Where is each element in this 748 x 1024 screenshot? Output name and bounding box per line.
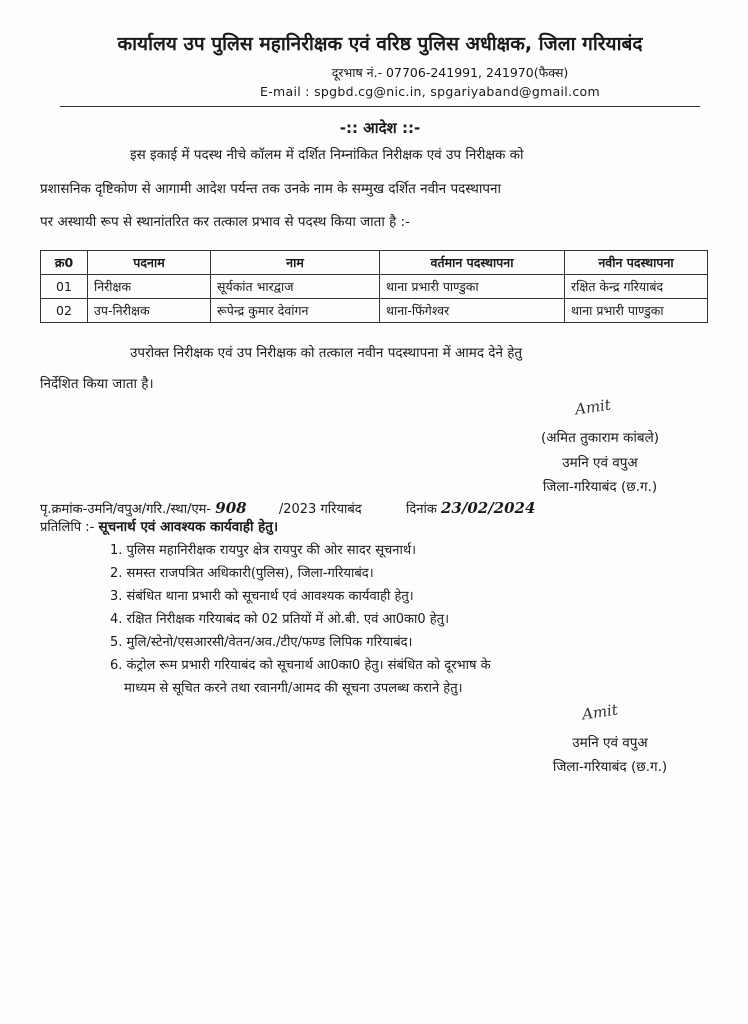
header-designation: पदनाम	[88, 251, 211, 275]
phone-line: दूरभाष नं.- 07706-241991, 241970(फैक्स)	[331, 65, 569, 80]
transfer-table	[40, 250, 708, 323]
copy-purpose: सूचनार्थ एवं आवश्यक कार्यवाही हेतु।	[98, 519, 279, 535]
signatory-name: (अमित तुकाराम कांबले)	[540, 430, 660, 446]
header-serial: क्र0	[41, 251, 88, 275]
cell-designation: निरीक्षक	[88, 275, 211, 299]
cell-serial: 02	[41, 299, 88, 323]
list-item: 1. पुलिस महानिरीक्षक रायपुर क्षेत्र रायपुर की ओर सादर सूचनार्थ।	[110, 543, 417, 558]
signatory-designation: उमनि एवं वपुअ	[562, 455, 638, 471]
signature-2: Amit	[580, 700, 619, 724]
endorsement-line	[40, 499, 535, 517]
email-line: E-mail : spgbd.cg@nic.in, spgariyaband@gmail.com	[260, 84, 600, 99]
signatory2-designation: उमनि एवं वपुअ	[572, 735, 648, 751]
cell-name: सूर्यकांत भारद्वाज	[211, 275, 380, 299]
copy-label: प्रतिलिपि :-	[40, 520, 95, 535]
office-title: कार्यालय उप पुलिस महानिरीक्षक एवं वरिष्ठ पुलिस अधीक्षक, जिला गरियाबंद	[117, 33, 643, 55]
endorsement-number: 908	[215, 499, 247, 517]
header-name: नाम	[211, 251, 380, 275]
endorsement-prefix: पृ.क्रमांक-उमनि/वपुअ/गरि./स्था/एम-	[40, 502, 212, 517]
copy-label-line	[40, 517, 278, 535]
order-para-line-2: प्रशासनिक दृष्टिकोण से आगामी आदेश पर्यन्त तक उनके नाम के सम्मुख दर्शित नवीन पदस्थापना	[40, 181, 502, 197]
list-item: 2. समस्त राजपत्रित अधिकारी(पुलिस), जिला-गरियाबंद।	[110, 566, 374, 581]
cell-new-posting: थाना प्रभारी पाण्डुका	[565, 299, 708, 323]
cell-serial: 01	[41, 275, 88, 299]
order-heading: -:: आदेश ::-	[339, 119, 421, 137]
cell-designation: उप-निरीक्षक	[88, 299, 211, 323]
table-row	[41, 299, 708, 323]
order-para-line-1: इस इकाई में पदस्थ नीचे कॉलम में दर्शित निम्नांकित निरीक्षक एवं उप निरीक्षक को	[130, 147, 524, 163]
list-item: 3. संबंधित थाना प्रभारी को सूचनार्थ एवं आवश्यक कार्यवाही हेतु।	[110, 589, 414, 604]
list-item-continuation: माध्यम से सूचित करने तथा रवानगी/आमद की सूचना उपलब्ध कराने हेतु।	[124, 681, 463, 696]
list-item: 6. कंट्रोल रूम प्रभारी गरियाबंद को सूचनार्थ आ0का0 हेतु। संबंधित को दूरभाष के	[110, 658, 491, 673]
instruction-line-2: निर्देशित किया जाता है।	[40, 376, 154, 392]
order-para-line-3: पर अस्थायी रूप से स्थानांतरित कर तत्काल प्रभाव से पदस्थ किया जाता है :-	[40, 214, 410, 230]
signatory2-district: जिला-गरियाबंद (छ.ग.)	[552, 759, 668, 775]
cell-new-posting: रक्षित केन्द्र गरियाबंद	[565, 275, 708, 299]
table-header-row	[41, 251, 708, 275]
endorsement-date: 23/02/2024	[440, 499, 536, 517]
list-item: 4. रक्षित निरीक्षक गरियाबंद को 02 प्रतियों में ओ.बी. एवं आ0का0 हेतु।	[110, 612, 450, 627]
instruction-line-1: उपरोक्त निरीक्षक एवं उप निरीक्षक को तत्काल नवीन पदस्थापना में आमद देने हेतु	[130, 345, 523, 361]
endorsement-suffix: /2023 गरियाबंद	[278, 502, 362, 517]
cell-current-posting: थाना-फिंगेश्वर	[380, 299, 565, 323]
header-divider	[60, 106, 700, 107]
signatory-district: जिला-गरियाबंद (छ.ग.)	[542, 479, 658, 495]
cell-name: रूपेन्द्र कुमार देवांगन	[211, 299, 380, 323]
header-current-posting: वर्तमान पदस्थापना	[380, 251, 565, 275]
table-row	[41, 275, 708, 299]
cell-current-posting: थाना प्रभारी पाण्डुका	[380, 275, 565, 299]
date-label: दिनांक	[405, 502, 437, 517]
list-item: 5. मुलि/स्टेनो/एसआरसी/वेतन/अव./टीए/फण्ड लिपिक गरियाबंद।	[110, 635, 413, 650]
signature-1: Amit	[573, 395, 612, 419]
header-new-posting: नवीन पदस्थापना	[565, 251, 708, 275]
